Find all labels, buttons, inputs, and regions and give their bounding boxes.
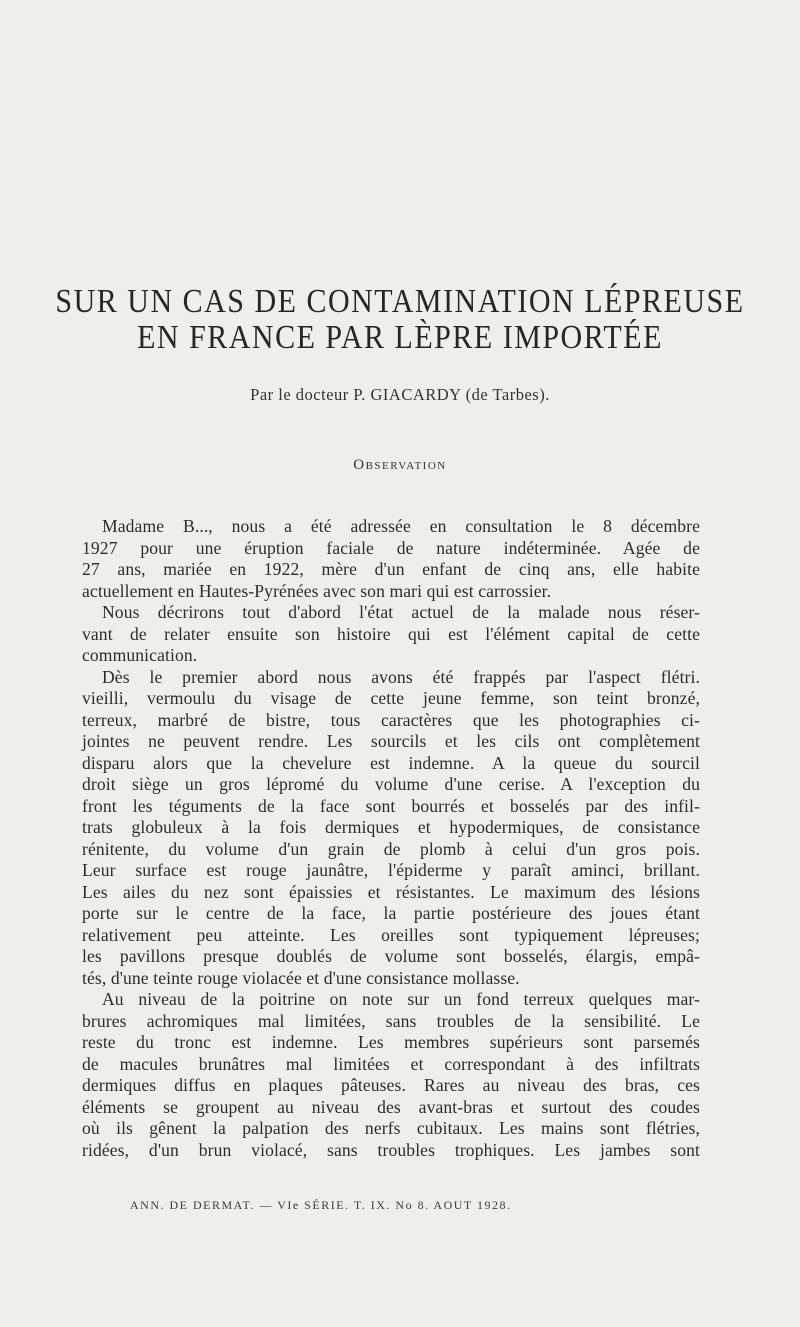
body-line: 27 ans, mariée en 1922, mère d'un enfant de cinq ans, elle habite: [82, 559, 700, 579]
article-title-line-1: SUR UN CAS DE CONTAMINATION LÉPREUSE: [55, 283, 745, 320]
body-line: de macules brunâtres mal limitées et correspondant à des infiltrats: [82, 1053, 700, 1074]
body-line: reste du tronc est indemne. Les membres supérieurs sont parsemés: [82, 1032, 700, 1052]
body-line: Madame B..., nous a été adressée en consultation le 8 décembre: [102, 516, 700, 536]
body-line: vieilli, vermoulu du visage de cette jeune femme, son teint bronzé,: [82, 688, 700, 708]
body-line: Les ailes du nez sont épaissies et résistantes. Le maximum des lésions: [82, 881, 700, 902]
body-line: où ils gênent la palpation des nerfs cubitaux. Les mains sont flétries,: [82, 1118, 700, 1138]
body-line: éléments se groupent au niveau des avant-bras et surtout des coudes: [82, 1096, 700, 1117]
body-line: front les téguments de la face sont bourrés et bosselés par des infil-: [82, 795, 700, 816]
article-body: [82, 516, 700, 1161]
body-line: vant de relater ensuite son histoire qui est l'élément capital de cette: [82, 623, 700, 644]
body-line: brures achromiques mal limitées, sans troubles de la sensibilité. Le: [82, 1010, 700, 1031]
body-line: communication.: [82, 645, 198, 665]
body-line: droit siège un gros lépromé du volume d'une cerise. A l'exception du: [82, 774, 700, 794]
body-line: 1927 pour une éruption faciale de nature indéterminée. Agée de: [82, 537, 700, 558]
body-line: Nous décrirons tout d'abord l'état actuel de la malade nous réser-: [102, 602, 700, 622]
body-line: terreux, marbré de bistre, tous caractères que les photographies ci-: [82, 709, 700, 730]
article-title-line-2: EN FRANCE PAR LÈPRE IMPORTÉE: [137, 319, 663, 356]
body-line: Dès le premier abord nous avons été frappés par l'aspect flétri.: [102, 666, 700, 687]
body-line: Leur surface est rouge jaunâtre, l'épiderme y paraît aminci, brillant.: [82, 860, 700, 880]
body-line: rénitente, du volume d'un grain de plomb à celui d'un gros pois.: [82, 838, 700, 859]
body-line: porte sur le centre de la face, la partie postérieure des joues étant: [82, 903, 700, 923]
body-line: disparu alors que la chevelure est indemne. A la queue du sourcil: [82, 752, 700, 773]
body-line: les pavillons presque doublés de volume sont bosselés, élargis, empâ-: [82, 946, 700, 966]
body-line: trats globuleux à la fois dermiques et hypodermiques, de consistance: [82, 817, 700, 837]
body-line: ridées, d'un brun violacé, sans troubles trophiques. Les jambes sont: [82, 1139, 700, 1160]
body-line: jointes ne peuvent rendre. Les sourcils et les cils ont complètement: [82, 731, 700, 751]
body-line: relativement peu atteinte. Les oreilles sont typiquement lépreuses;: [82, 924, 700, 945]
section-heading: Observation: [353, 457, 447, 473]
body-line: Au niveau de la poitrine on note sur un fond terreux quelques mar-: [102, 989, 700, 1009]
body-line: actuellement en Hautes-Pyrénées avec son mari qui est carrossier.: [82, 580, 552, 601]
body-line: dermiques diffus en plaques pâteuses. Rares au niveau des bras, ces: [82, 1075, 700, 1095]
author-byline: Par le docteur P. GIACARDY (de Tarbes).: [250, 385, 550, 404]
body-line: tés, d'une teinte rouge violacée et d'une consistance mollasse.: [82, 967, 520, 988]
journal-footer: ANN. DE DERMAT. — VIe SÉRIE. T. IX. No 8. AOUT 1928.: [130, 1198, 512, 1212]
